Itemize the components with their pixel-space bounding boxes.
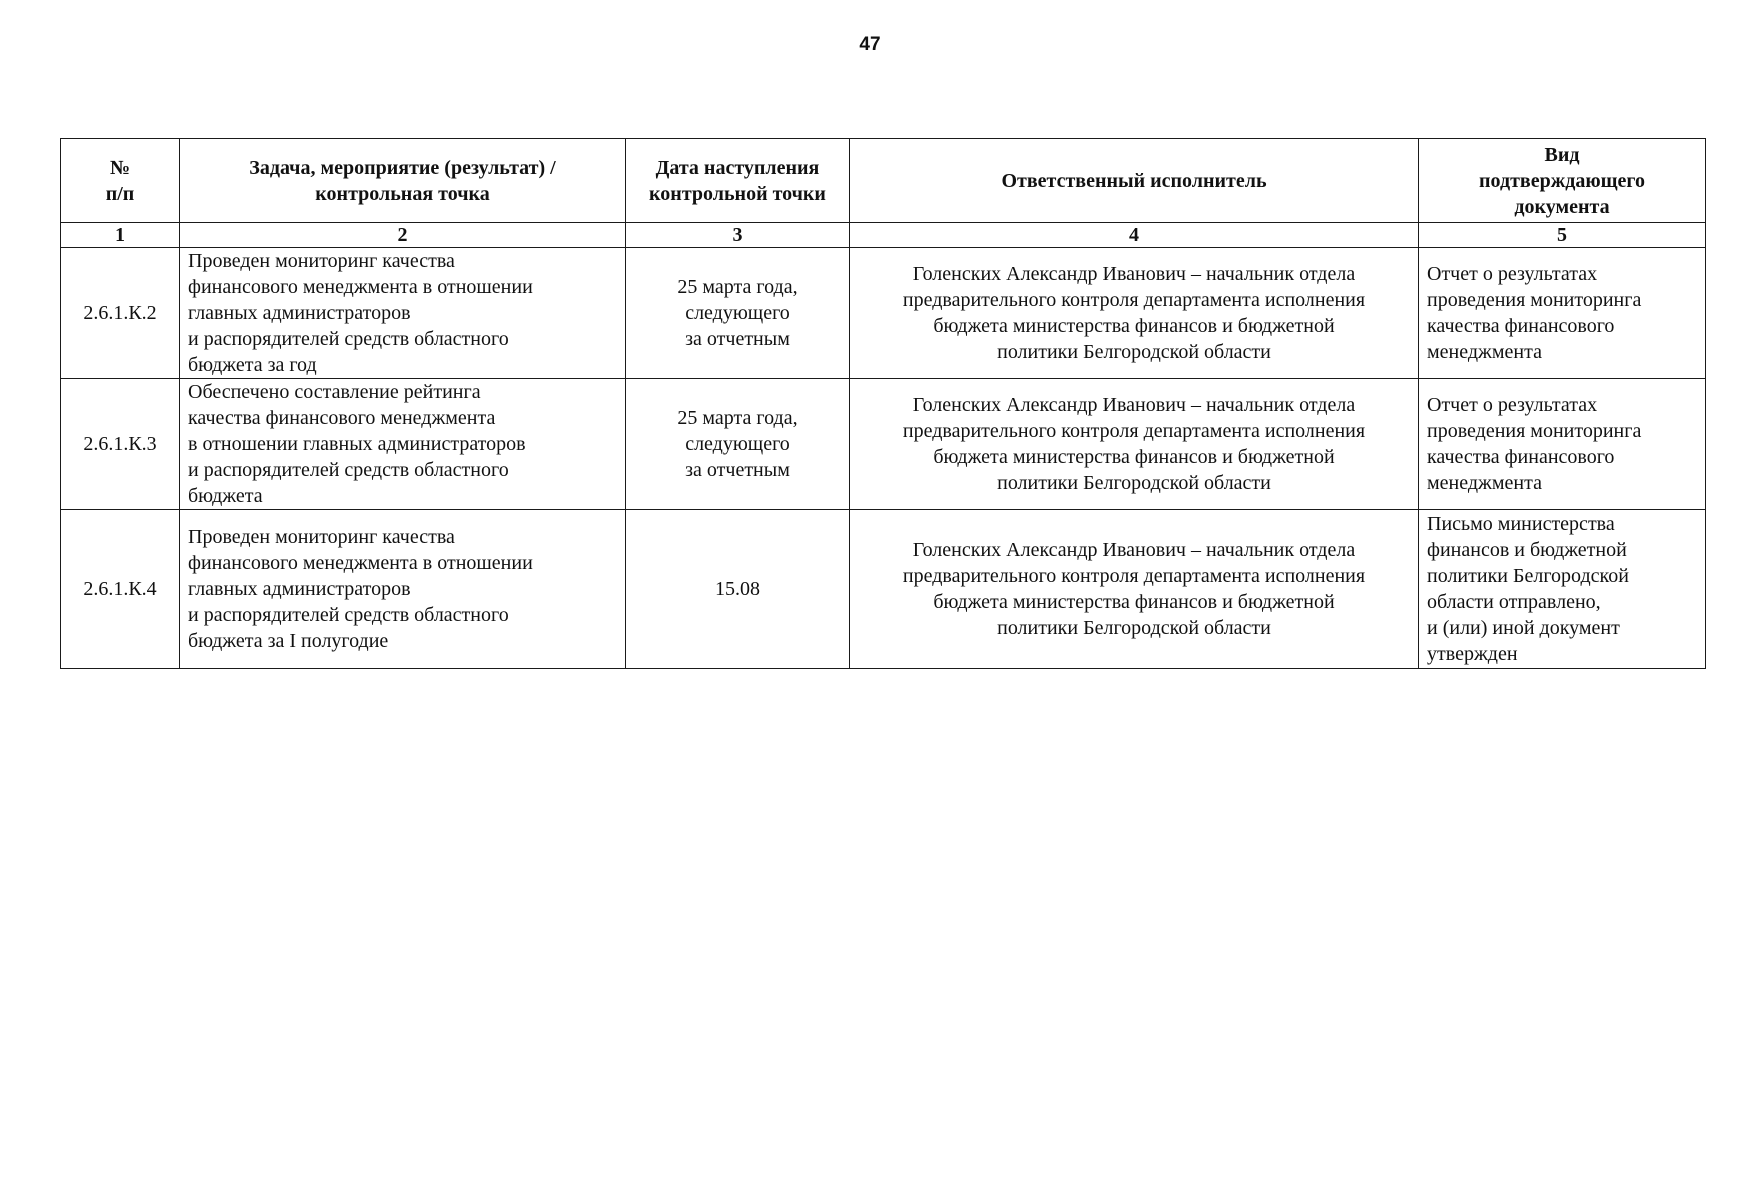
column-number: 3 xyxy=(626,223,850,248)
date-line: за отчетным xyxy=(685,459,790,481)
responsible-line: Голенских Александр Иванович – начальник отдела xyxy=(912,394,1356,416)
header-line: документа xyxy=(1514,195,1610,218)
date-line: за отчетным xyxy=(685,328,790,350)
header-line: п/п xyxy=(105,182,135,205)
page-number: 47 xyxy=(859,34,881,55)
document-line: политики Белгородской xyxy=(1427,565,1629,587)
responsible-line: Голенских Александр Иванович – начальник отдела xyxy=(912,263,1356,285)
header-line: Вид xyxy=(1544,143,1580,166)
column-number-row xyxy=(61,223,1706,248)
row-task xyxy=(180,510,626,669)
responsible-line: бюджета министерства финансов и бюджетной xyxy=(933,591,1335,613)
header-number xyxy=(61,139,180,223)
row-document xyxy=(1419,248,1706,379)
document-line: качества финансового xyxy=(1427,315,1615,337)
document-line: менеджмента xyxy=(1427,472,1542,494)
task-line: бюджета за I полугодие xyxy=(188,630,389,652)
document-line: проведения мониторинга xyxy=(1427,289,1642,311)
row-document xyxy=(1419,379,1706,510)
task-line: Обеспечено составление рейтинга xyxy=(188,381,481,403)
row-task xyxy=(180,379,626,510)
date-line: 25 марта года, xyxy=(677,276,798,298)
row-id: 2.6.1.К.3 xyxy=(61,379,180,510)
table-row xyxy=(61,379,1706,510)
header-document xyxy=(1419,139,1706,223)
row-responsible xyxy=(850,379,1419,510)
document-line: проведения мониторинга xyxy=(1427,420,1642,442)
task-line: Проведен мониторинг качества xyxy=(188,250,455,272)
column-number: 1 xyxy=(61,223,180,248)
row-responsible xyxy=(850,248,1419,379)
header-date xyxy=(626,139,850,223)
task-line: и распорядителей средств областного xyxy=(188,604,509,626)
column-number: 2 xyxy=(180,223,626,248)
responsible-line: Голенских Александр Иванович – начальник отдела xyxy=(912,539,1356,561)
responsible-line: бюджета министерства финансов и бюджетной xyxy=(933,446,1335,468)
document-line: качества финансового xyxy=(1427,446,1615,468)
task-line: качества финансового менеджмента xyxy=(188,407,496,429)
task-line: финансового менеджмента в отношении xyxy=(188,276,533,298)
row-id: 2.6.1.К.2 xyxy=(61,248,180,379)
task-line: главных администраторов xyxy=(188,578,411,600)
column-number: 4 xyxy=(850,223,1419,248)
date-line: следующего xyxy=(685,302,790,324)
row-date xyxy=(626,379,850,510)
task-line: бюджета за год xyxy=(188,354,317,376)
responsible-line: политики Белгородской области xyxy=(997,617,1271,639)
document-line: менеджмента xyxy=(1427,341,1542,363)
header-line: Дата наступления xyxy=(655,156,820,179)
task-line: Проведен мониторинг качества xyxy=(188,526,455,548)
row-date xyxy=(626,510,850,669)
document-line: Письмо министерства xyxy=(1427,513,1615,535)
header-line: Задача, мероприятие (результат) / xyxy=(249,156,556,179)
header-responsible xyxy=(850,139,1419,223)
header-line: № xyxy=(109,156,131,179)
task-line: и распорядителей средств областного xyxy=(188,328,509,350)
table-row xyxy=(61,510,1706,669)
task-line: главных администраторов xyxy=(188,302,411,324)
document-line: области отправлено, xyxy=(1427,591,1601,613)
table-row xyxy=(61,248,1706,379)
document-line: Отчет о результатах xyxy=(1427,263,1598,285)
task-line: и распорядителей средств областного xyxy=(188,459,509,481)
row-id: 2.6.1.К.4 xyxy=(61,510,180,669)
header-row xyxy=(61,139,1706,223)
row-document xyxy=(1419,510,1706,669)
task-line: бюджета xyxy=(188,485,263,507)
header-line: Ответственный исполнитель xyxy=(1001,169,1267,192)
document-line: утвержден xyxy=(1427,643,1518,665)
responsible-line: политики Белгородской области xyxy=(997,472,1271,494)
date-line: 15.08 xyxy=(715,578,760,600)
column-number: 5 xyxy=(1419,223,1706,248)
document-line: Отчет о результатах xyxy=(1427,394,1598,416)
header-task xyxy=(180,139,626,223)
row-date xyxy=(626,248,850,379)
header-line: контрольная точка xyxy=(315,182,490,205)
document-line: финансов и бюджетной xyxy=(1427,539,1627,561)
header-line: контрольной точки xyxy=(649,182,826,205)
responsible-line: предварительного контроля департамента исполнения xyxy=(902,565,1366,587)
row-task xyxy=(180,248,626,379)
date-line: следующего xyxy=(685,433,790,455)
responsible-line: предварительного контроля департамента исполнения xyxy=(902,289,1366,311)
responsible-line: политики Белгородской области xyxy=(997,341,1271,363)
control-points-table xyxy=(60,138,1706,669)
row-responsible xyxy=(850,510,1419,669)
task-line: в отношении главных администраторов xyxy=(188,433,526,455)
date-line: 25 марта года, xyxy=(677,407,798,429)
task-line: финансового менеджмента в отношении xyxy=(188,552,533,574)
responsible-line: предварительного контроля департамента исполнения xyxy=(902,420,1366,442)
header-line: подтверждающего xyxy=(1479,169,1645,192)
responsible-line: бюджета министерства финансов и бюджетной xyxy=(933,315,1335,337)
document-line: и (или) иной документ xyxy=(1427,617,1620,639)
